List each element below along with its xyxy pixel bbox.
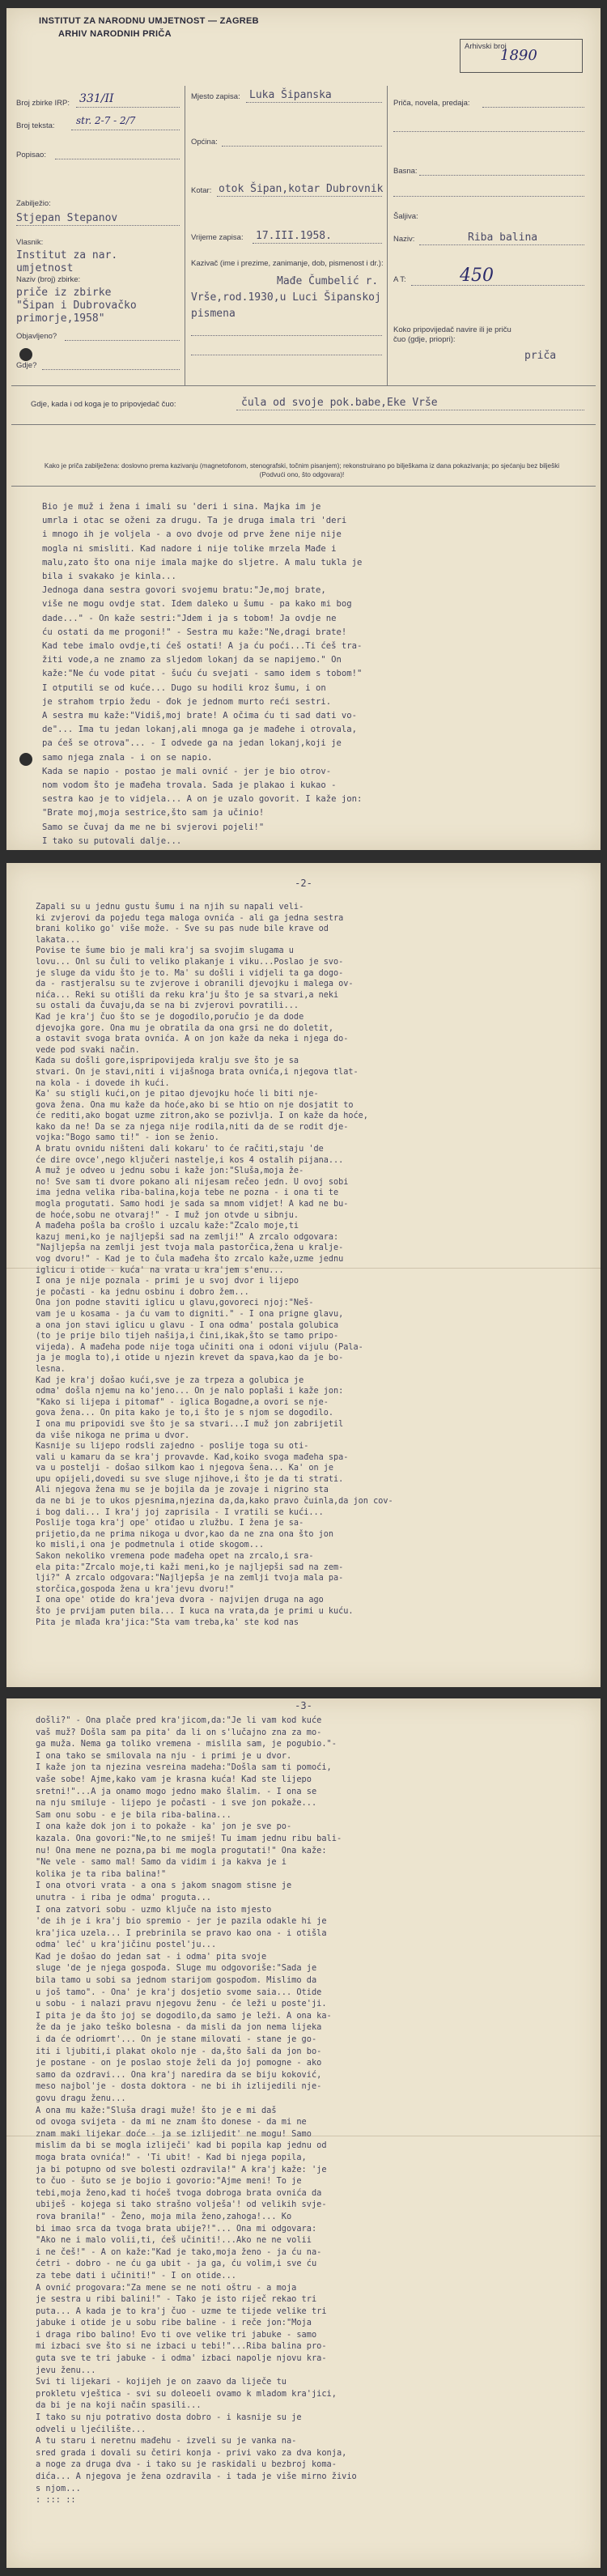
- collection-name-value-1: priče iz zbirke: [16, 287, 112, 299]
- text-line: bi imao srca da tvoga brata ubije?!"... Ona mi odgovara:: [36, 2223, 317, 2234]
- text-line: od ovoga svijeta - da mi ne znam što donese - da mi ne: [36, 2117, 307, 2128]
- story-text-page-1: [42, 500, 568, 848]
- text-line: A ona mu kaže:"Sluša dragi muže! što je e mi daš: [36, 2105, 277, 2115]
- text-line: iglicu i otide - kuća' na vrata u kra'jem s'enu...: [36, 1265, 284, 1275]
- text-line: Zapali su u jednu gustu šumu i na njih su napali veli-: [36, 903, 304, 912]
- text-line: jabuke i otide je u sobu ribe baline - i reče jon:"Moja: [36, 2318, 312, 2328]
- text-line: bila i svakako je kinla...: [42, 572, 176, 582]
- page-number: -2-: [295, 878, 312, 889]
- text-line: Jednoga dana sestra govori svojemu bratu:"Je,moj brate,: [42, 585, 326, 596]
- published-label: Objavljeno?: [16, 332, 57, 341]
- text-line: Ona jon podne staviti iglicu u glavu,govoreci njoj:"Neš-: [36, 1299, 314, 1308]
- text-line: nu! Ona mene ne pozna,pa bi me mogla progutati!" Ona kaže:: [36, 1845, 327, 1855]
- text-line: kazala. Ona govori:"Ne,to ne smiješ! Tu imam jednu ribu bali-: [36, 1833, 342, 1843]
- text-line: ćetri - dobro - ne ću ga ubit - ja ga, ću volim,i sve ću: [36, 2259, 317, 2269]
- text-line: : ::: ::: [36, 2495, 76, 2506]
- text-line: i da će odriomrt'... On je stane milovati - stane je go-: [36, 2034, 317, 2045]
- owner-label: Vlasnik:: [16, 238, 44, 247]
- text-line: iti i ljubiti,i plakat okolo nje - da,što šali da jon bo-: [36, 2046, 322, 2056]
- text-line: pa ćeš se otrova"... - I odvede ga na jedan lokanj,koji je: [42, 738, 342, 749]
- title-label: Naziv:: [393, 235, 415, 244]
- text-line: I ona otvori vrata - a ona s jakom snagom stisne je: [36, 1881, 292, 1891]
- text-line: ću ostati da me progoni!" - Sestra mu kaže:"Ne,dragi brate!: [42, 627, 347, 637]
- text-line: Kada se napio - postao je mali ovnić - jer je bio otrov-: [42, 766, 332, 776]
- text-line: "Najljepša na zemlji jest tvoja mala pastorčica,žena u kralje-: [36, 1243, 344, 1253]
- collection-name-label: Naziv (broj) zbirke:: [16, 275, 81, 284]
- text-line: i draga ribo balino! Evo ti ove velike tri jabuke - samo: [36, 2329, 317, 2340]
- text-line: de"... Ima tu jedan lokanj,ali mnoga ga je mađehe i otrovala,: [42, 725, 358, 735]
- district-value: otok Šipan,kotar Dubrovnik: [219, 183, 384, 195]
- text-line: Kada su došli gore,ispripovijeda kralju sve što je sa: [36, 1056, 299, 1066]
- text-number-value: str. 2-7 - 2/7: [76, 115, 136, 126]
- text-line: unutra - i riba je odma' progutа...: [36, 1892, 211, 1902]
- text-line: A tu staru i neretnu mađehu - izveli su je vanka na-: [36, 2436, 297, 2446]
- text-line: gova žena. Ona mu kaže da hoće,ako bi se htio on nje dosjatit to: [36, 1100, 354, 1110]
- text-line: meso najbol'je - dosta doktora - ne bi ih izlijedili nje-: [36, 2081, 322, 2092]
- narrator-value-1: Mađe Čumbelić r.: [277, 275, 379, 287]
- text-line: za tebe dati i učiniti!" - I on otide...: [36, 2270, 236, 2281]
- text-line: bila tamo u sobi sa jednom starijom gospođom. Mislimo da: [36, 1975, 317, 1986]
- text-line: Poslije toga kra'j ope' otiđao u zlužbu. I žena je sa-: [36, 1519, 304, 1528]
- text-line: nom vodom što je mađeha trovala. Sada je plakao i kukao -: [42, 780, 337, 791]
- source-label: Koko pripovijedač navire ili je priču čuo (gdje, priopri):: [393, 325, 511, 344]
- text-line: mogla progutati. Samo hodi je sada sa mnom vidjet! A kad ne bu-: [36, 1200, 349, 1209]
- text-line: vojka:"Bogo samo ti!" - ion se ženio.: [36, 1133, 219, 1143]
- text-line: je postane - on je poslao stoje želi da joj pomogne - ako: [36, 2058, 322, 2068]
- text-line: brani koliko go' više može. - Sve su pas nude bile krave od: [36, 925, 329, 934]
- text-line: samo njega znala - i on se napio.: [42, 752, 213, 763]
- text-line: i mnogo ih je voljela - a ovo dvoje od prve žene nije nije: [42, 529, 342, 540]
- district-label: Kotar:: [191, 186, 212, 195]
- text-line: više ne mogu ovdje stat. Idem daleko u šumu - pa kako mi bog: [42, 599, 352, 610]
- text-line: Pita je mlađa kra'jica:"Šta vam treba,ka' ste kod nas: [36, 1617, 299, 1627]
- text-line: ja bi potupno od sve bolesti ozdravila!" A kra'j kaže: 'je: [36, 2164, 327, 2174]
- text-line: je počasti - ka jednu osbinu i dobro žem...: [36, 1287, 249, 1297]
- text-line: no! Sve sam ti dvore pokano ali nijesam rečeo jedn. U ovoj sobi: [36, 1177, 349, 1187]
- text-line: a ostavit svoga brata ovnića. A on jon kaže da neka i njega do-: [36, 1035, 349, 1044]
- text-line: s njom...: [36, 2483, 81, 2493]
- text-line: Bio je muž i žena i imali su 'deri i sina. Majka im je: [42, 502, 321, 512]
- narrator-label: Kazivač (ime i prezime, zanimanje, dob, pismenost i dr.):: [191, 259, 384, 268]
- text-line: A mađeha pošla ba crošlo i uzcalu kaže:"Zcalo moje,ti: [36, 1222, 299, 1231]
- text-line: i ne češ!" - A on kaže:"Kad je tako,moja ženo - ja ću na-: [36, 2247, 322, 2257]
- text-line: I ona je nije poznala - primi je u svoj dvor i lijepo: [36, 1277, 299, 1286]
- text-line: Svi ti lijekari - kojijeh je on zaavo da liječe tu: [36, 2377, 287, 2387]
- text-line: i bog dali... I kra'j joj zaprisila - I vratili se kući...: [36, 1507, 324, 1517]
- text-line: da bi je na koji način spasili...: [36, 2400, 202, 2411]
- collection-number-value: 331/II: [79, 92, 114, 105]
- text-line: I otputili se od kuće... Dugo su hodili kroz šumu, i on: [42, 682, 326, 693]
- fable-label: Basna:: [393, 167, 418, 176]
- page-2: [6, 863, 601, 1687]
- page-number: -3-: [295, 1700, 312, 1711]
- text-line: znam maki lijekar doće - ja se izlijedit' ne mogu! Samo: [36, 2128, 312, 2139]
- punch-hole: [19, 348, 32, 361]
- text-line: djevojka gore. Ona mu je obratila da ona grsi ne do doletit,: [36, 1023, 334, 1033]
- text-line: odveli u ljećilište...: [36, 2424, 146, 2434]
- at-value: 450: [460, 266, 494, 286]
- page-1: [6, 8, 601, 850]
- text-line: prijetio,da ne prima nikoga u dvor,kao da ne zna ona što jon: [36, 1529, 334, 1539]
- text-line: samo da ozdravi... Ona kra'j naredira da se biju koković,: [36, 2069, 322, 2080]
- text-line: A muž je odveo u jednu sobu i kaže jon:"Sluša,moja že-: [36, 1167, 304, 1176]
- text-line: vede pod svaki način.: [36, 1045, 140, 1055]
- text-line: govu dragu ženu...: [36, 2094, 126, 2103]
- text-line: stvari. On je stavi,niti i vijašnoga brata ovnića,i njegova tlat-: [36, 1067, 359, 1077]
- text-line: sred grada i dovali su četiri konja - privi vako za dva konja,: [36, 2447, 347, 2458]
- place-label: Mjesto zapisa:: [191, 92, 240, 101]
- text-line: Povise te šume bio je mali kra'j sa svojim slugama u: [36, 946, 294, 956]
- narrator-value-3: pismena: [191, 308, 236, 320]
- text-line: u još tamo". - Ona' je kra'j dosjetio svome saia... Otide: [36, 1987, 322, 1997]
- text-line: a ona jon stavi iglicu u glavu - I ona odma' postala golubica: [36, 1320, 339, 1330]
- at-label: A T:: [393, 275, 406, 284]
- text-line: sretni!"...A ja onamo mogo jedno mako šlalim. - I ona se: [36, 1786, 317, 1796]
- text-line: (to je prije bilo tijeh našija,i čini,ikak,što se tamo pripo-: [36, 1332, 339, 1341]
- source-value: priča: [524, 350, 557, 362]
- place-value: Luka Šipanska: [249, 89, 332, 101]
- text-line: lakata...: [36, 935, 81, 945]
- text-line: prokletu vještica - svi su doleoeli ovamo k mladom kra'jici,: [36, 2388, 337, 2399]
- text-line: I ona mu pripovidi sve što je sa stvari...I muž jon zabrijetil: [36, 1419, 344, 1429]
- text-line: lesna.: [36, 1364, 66, 1374]
- text-line: Ka' su stigli kući,on je pitao djevojku hoće li biti nje-: [36, 1090, 319, 1099]
- page-3: [6, 1698, 601, 2568]
- text-line: tebi,moja ženo,kad ti hoćeš tvoga dobroga brata ovnića da: [36, 2187, 322, 2198]
- text-line: guta sve te tri jabuke - i odma' izbaci napolje njovu kra-: [36, 2353, 327, 2364]
- text-line: I tako su nju potrativo dosta dobro - i kasnije su je: [36, 2412, 302, 2423]
- text-line: lovu... Onl su čuli to veliko plakanje i viku...Poslao je svo-: [36, 957, 344, 967]
- text-line: upu opijeli,dovedi su sve sluge njihove,i što je da ti strati.: [36, 1474, 344, 1484]
- text-line: kolika je ta riba balina!": [36, 1868, 167, 1879]
- text-line: Kad je kra'j došao kući,sve je za trpeza a golubica je: [36, 1375, 304, 1385]
- text-line: sluge 'de je njega gospođa. Sluge mu odgovoriše:"Sada je: [36, 1963, 317, 1974]
- text-line: I tako su putovali dalje...: [42, 835, 182, 846]
- text-line: kako da ne! Da se za njega nije rodila,niti da de se rodit dje-: [36, 1122, 349, 1132]
- text-number-label: Broj teksta:: [16, 121, 55, 130]
- text-line: Kad tebe imalo ovdje,ti ćeš ostati! A ja ću poći...Ti ćeš tra-: [42, 641, 363, 652]
- text-line: vali u kamaru da se kra'j provavde. Kad,koiko svoga mađeha spa-: [36, 1452, 349, 1462]
- text-line: Samo se čuvaj da me ne bi svjerovi pojeli!": [42, 822, 265, 832]
- text-line: I ona tako se smilovala na nju - i primi je u dvor.: [36, 1750, 292, 1761]
- text-line: što je prvijam puten bila... I kuca na vrata,da je primi u kuću.: [36, 1607, 354, 1616]
- text-line: I ona ope' otide do kra'jeva dvora - najvijen druga na ago: [36, 1596, 324, 1605]
- text-line: jevu ženu...: [36, 2365, 96, 2375]
- collection-name-value-2: "Šipan i Dubrovačko: [16, 300, 137, 312]
- date-label: Vrijeme zapisa:: [191, 233, 244, 242]
- text-line: na nju smiluje - lijepo je počasti - i sve jon pokaže...: [36, 1798, 317, 1809]
- text-line: Sakon nekoliko vremena pode mađeha opet na zrcalo,i sra-: [36, 1552, 314, 1562]
- text-line: I ona kaže dok jon i to pokaže - ka' jon je sve po-: [36, 1821, 292, 1832]
- heard-from-value: čula od svoje pok.babe,Eke Vrše: [241, 397, 438, 409]
- text-line: u sobu - i nalazi pravu njegovu ženu - će leži u poste'ji.: [36, 1999, 327, 2009]
- text-line: odma' leć' u kra'jičinu postel'ju...: [36, 1940, 217, 1950]
- text-line: nića... Reki su otišli da reku kra'ju što je sa stvari,a neki: [36, 990, 339, 1000]
- text-line: žiti vode,a ne znamo za sljedom lokanj da se napijemo." On: [42, 655, 342, 665]
- text-line: mi izbaci sve što si ne izbaci u tebi!"...Riba balina pro-: [36, 2341, 327, 2352]
- heard-from-label: Gdje, kada i od koga je to pripovjedač čuo:: [31, 400, 176, 409]
- text-line: vog dvoru!" - Kad je to čula mađeha što zrcalo kaže,uzme jednu: [36, 1255, 344, 1264]
- archive-number-value: 1890: [500, 47, 537, 64]
- text-line: da ne bi je to ukos pjesnima,njezina da,da,kako pravo čuinla,da jon cov-: [36, 1497, 393, 1507]
- owner-value-1: Institut za nar.: [16, 249, 118, 261]
- written-by-label: Zabilježio:: [16, 199, 51, 208]
- text-line: de hoće,sobu ne otvaraj!" - I muž jon otvde u sibnju.: [36, 1210, 299, 1220]
- text-line: ga muža. Nema ga toliko vremena - mislila sam, je pogubio."-: [36, 1739, 337, 1749]
- text-line: odma' došla njemu na ko'jeno... On je nalo poplaši i kaže jon:: [36, 1387, 344, 1396]
- story-text-page-2: [36, 902, 578, 1628]
- text-line: že da je jako teško bolesna - da misli da jon nema lijeka: [36, 2022, 322, 2033]
- text-line: da više nikoga ne prima u dvor.: [36, 1430, 190, 1440]
- text-line: su ostali da čuvaju,da se na bi zvjerovi povratili...: [36, 1001, 299, 1011]
- text-line: va u postelji - došao silkom kao i njegova šena... Ka' on je: [36, 1464, 334, 1473]
- text-line: je strahom trpio žedu - đok je jednom murto reći sestri.: [42, 696, 332, 707]
- text-line: I ona zatvori sobu - uzmo ključe na isto mjesto: [36, 1904, 272, 1915]
- text-line: da - rastjeralsu su te zvjerove i obranili djevojku i malega ov-: [36, 980, 354, 989]
- text-line: A sestra mu kaže:"Vidiš,moj brate! A očima ću ti sad dati vo-: [42, 711, 358, 721]
- written-by-value: Stjepan Stepanov: [16, 212, 118, 224]
- punch-hole: [19, 753, 32, 766]
- collection-name-value-3: primorje,1958": [16, 312, 105, 325]
- text-line: ko misli,i ona je podmetnula i otide skogom...: [36, 1541, 265, 1550]
- text-line: dade..." - On kaže sestri:"Jdem i ja s tobom! Ja ovdje ne: [42, 613, 337, 623]
- text-line: mislim da bi se mogla izliječi' kad bi popila kap jednu od: [36, 2140, 327, 2151]
- text-line: malu,zato što ona nije imala majke do sljetre. A malu tukla je: [42, 557, 363, 567]
- text-line: je sestra u ribi balini!" - Tako je isto riječ rekao tri: [36, 2294, 317, 2305]
- text-line: to čuo - šuto se je bojio i govorio:"Ajme meni! To je: [36, 2176, 302, 2187]
- text-line: vaš muž? Došla sam pa pita' da li on s'lučajno zna za mo-: [36, 1727, 322, 1737]
- method-note: Kako je priča zabilježena: doslovno prema kazivanju (magnetofonom, stenografski, točnim pisanjem); rekonstruirano po bilješkama iz dana pokazivanja; po sjećanju bez bilješki (Podvući ono, što odgovara)!: [44, 462, 560, 478]
- story-text-page-3: [36, 1715, 578, 2506]
- text-line: ela pita:"Zrcalo moje,ti kaži meni,ko je najljepši sad na zem-: [36, 1562, 344, 1572]
- text-line: Sam onu sobu - e je bila riba-balina...: [36, 1809, 231, 1820]
- text-line: mogla ni smisliti. Kad nadore i nije tolike mrzela Mađe i: [42, 543, 337, 554]
- text-line: "Kako si lijepa i pitomaf" - iglica Bogadne,a ovori se nje-: [36, 1397, 329, 1407]
- text-line: a noge za druga dva - i tako su je raskidali u bezbroj komа-: [36, 2459, 337, 2470]
- text-line: kaže:"Ne ću vode pitat - šuću ću svejati - samo idem s tobom!": [42, 669, 363, 679]
- text-line: Kad je kra'j čuo što se je dogodilo,poručio je da dode: [36, 1012, 304, 1022]
- text-line: umrla i otac se oženi za drugu. Ta je druga imala tri 'deri: [42, 516, 347, 526]
- text-line: kazuj meni,ko je najljepši sad na zemlji!" A zrcalo odgovara:: [36, 1232, 339, 1242]
- text-line: vaše sobe! Ajme,kako vam je krasna kuća! Kad ste lijepo: [36, 1774, 312, 1784]
- text-line: vijeda). A mađeha pode nije toga učiniti ona i odoni vijulu (Pala-: [36, 1342, 363, 1352]
- text-line: kra'jica uzela... I prebrinila se pravo kao ona - i otišla: [36, 1928, 327, 1938]
- text-line: na kola - i dovede ih kući.: [36, 1078, 170, 1088]
- collection-number-label: Broj zbirke IRP:: [16, 99, 70, 108]
- text-line: Kasnije su lijepo rodsli zajedno - poslije toga su oti-: [36, 1442, 309, 1452]
- text-line: ja je mogla to),i otide u njezin krevet da spava,kao da je bo-: [36, 1354, 344, 1363]
- text-line: sestra kao je to vidjela... A on je uzalo govorit. I kaže jon:: [42, 794, 363, 805]
- text-line: ki zvjerovi da pojedu tega maloga ovnića - ali ga jedna sestra: [36, 913, 344, 923]
- text-line: ubiješ - kojega si tako strašno volješa'! od velikih svje-: [36, 2200, 327, 2210]
- text-line: došli?" - Ona plače pred kra'jicom,da:"Je li vam kod kuće: [36, 1715, 322, 1725]
- text-line: rova branila!" - Ženo, moja mila ženo,zahoga!... Ko: [36, 2211, 292, 2221]
- text-line: vam je u kosama - ja ću vam to digniti." - I ona prigne glavu,: [36, 1309, 344, 1319]
- archive-number-label: Arhivski broj: [465, 42, 507, 51]
- text-line: ima jedna velika riba-balina,koja tebe ne pozna - i ona ti te: [36, 1188, 339, 1198]
- text-line: dića... A njegova je žena ozdravila - i tada je više mirno živio: [36, 2472, 357, 2481]
- archive-subtitle: ARHIV NARODNIH PRIČA: [58, 29, 172, 39]
- recorded-by-label: Popisao:: [16, 151, 46, 159]
- title-value: Riba balina: [468, 232, 538, 244]
- text-line: moga brata ovnića!" - 'Ti ubit! - Kad bi njega popila,: [36, 2152, 307, 2162]
- text-line: "Ako ne i malo volii,ti, ćeš učiniti!...Ako ne ne volii: [36, 2235, 312, 2246]
- text-line: je sluge da vidu što je to. Ma' su došli i vidjeli ta ga dogo-: [36, 968, 344, 978]
- text-line: će rediti,ako bogat uzme zitron,ako se pozivlja. I on kaže da hoće,: [36, 1112, 368, 1121]
- text-line: storčica,gospoda žena u kra'jevu dvoru!": [36, 1584, 235, 1594]
- text-line: Kad je došao do jedan sat - i odma' pita svoje: [36, 1951, 267, 1962]
- text-line: 'de ih je i kra'j bio spremio - jer je pazila odakle hi je: [36, 1916, 327, 1927]
- text-line: A ovnić progovara:"Za mene se ne noti oštru - a moja: [36, 2282, 297, 2293]
- text-line: A bratu ovnidu ništeni dali kokaru' to će račiti,staju 'de: [36, 1145, 324, 1154]
- owner-value-2: umjetnost: [16, 262, 74, 274]
- text-line: I kaže jon ta njezina vesreina madeha:"Došla sam ti pomoći,: [36, 1762, 332, 1773]
- narrator-value-2: Vrše,rod.1930,u Luci Šipanskoj: [191, 291, 381, 304]
- text-line: puta... A kada je to kra'j čuo - uzme te tijede velike tri: [36, 2306, 327, 2316]
- text-line: gova žena... On pita kako je to,i što je s njom se dogodilo.: [36, 1409, 334, 1418]
- institute-title: INSTITUT ZA NARODNU UMJETNOST — ZAGREB: [39, 16, 259, 26]
- municipality-label: Općina:: [191, 138, 218, 147]
- text-line: lji?" A zrcalo odgovara:"Najljepša je na zemlji tvoja mala pa-: [36, 1574, 344, 1583]
- date-value: 17.III.1958.: [256, 230, 332, 242]
- where-label: Gdje?: [16, 361, 37, 370]
- text-line: će dire ovce',nego ključeri nastelje,i kos 4 ostalih pijana...: [36, 1155, 344, 1165]
- text-line: "Brate moj,moja sestrice,što sam ja učinio!: [42, 808, 265, 818]
- text-line: Ali njegova žena mu se je bojila da je zovaje i nigrino sta: [36, 1486, 329, 1495]
- text-line: I pita je da što joj se dogodilo,da samo je leži. A ona ka-: [36, 2010, 332, 2021]
- humorous-label: Šaljiva:: [393, 212, 418, 221]
- story-type-label: Priča, novela, predaja:: [393, 99, 470, 108]
- text-line: "Ne vele - samo mal! Samo da vidim i ja kakva je i: [36, 1857, 287, 1868]
